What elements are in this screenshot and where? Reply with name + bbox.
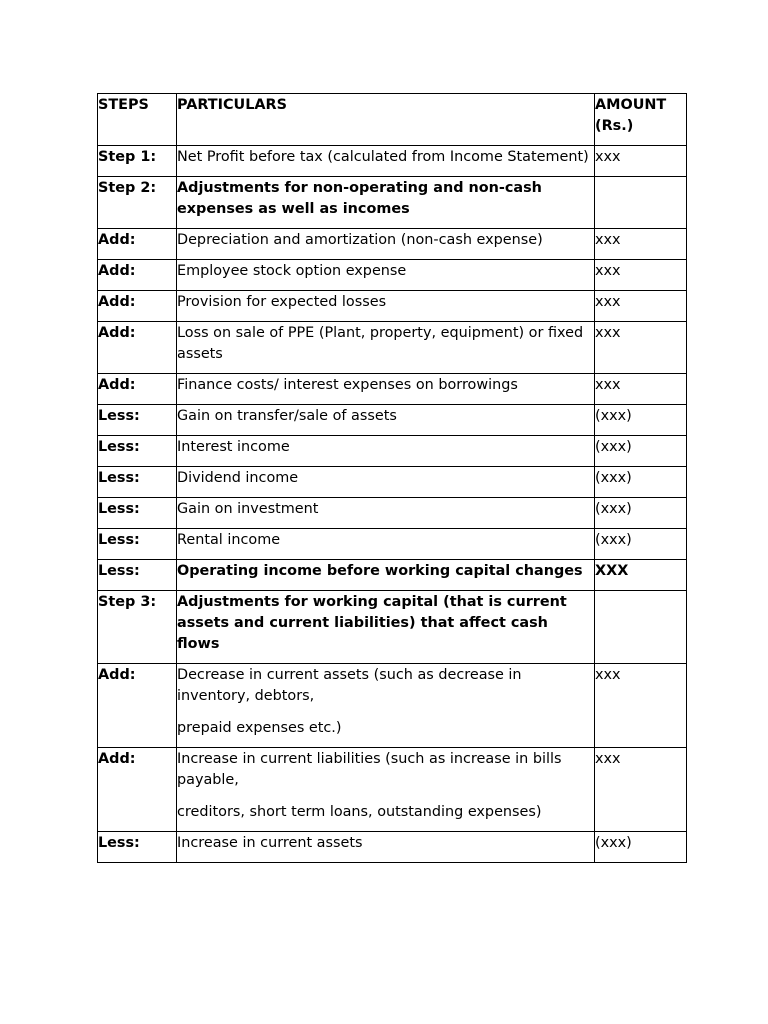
table-row	[98, 146, 687, 177]
row-particulars: Loss on sale of PPE (Plant, property, equipment) or fixed assets	[177, 322, 595, 374]
row-amount: xxx	[595, 374, 687, 405]
row-particulars: Gain on investment	[177, 498, 595, 529]
row-amount: xxx	[595, 229, 687, 260]
table-row	[98, 591, 687, 664]
row-amount: xxx	[595, 291, 687, 322]
row-step: Add:	[98, 374, 177, 405]
row-amount: (xxx)	[595, 529, 687, 560]
row-particulars: Finance costs/ interest expenses on borrowings	[177, 374, 595, 405]
row-amount	[595, 591, 687, 664]
row-particulars: Adjustments for non-operating and non-cash expenses as well as incomes	[177, 177, 595, 229]
row-step: Less:	[98, 436, 177, 467]
row-step: Less:	[98, 832, 177, 863]
row-particulars: Depreciation and amortization (non-cash expense)	[177, 229, 595, 260]
row-particulars: Gain on transfer/sale of assets	[177, 405, 595, 436]
row-step: Step 2:	[98, 177, 177, 229]
row-particulars: Dividend income	[177, 467, 595, 498]
table-row	[98, 177, 687, 229]
row-step: Add:	[98, 291, 177, 322]
row-particulars-cell	[177, 664, 595, 748]
row-step: Add:	[98, 229, 177, 260]
row-amount: xxx	[595, 322, 687, 374]
row-particulars: Net Profit before tax (calculated from Income Statement)	[177, 146, 595, 177]
table-row	[98, 291, 687, 322]
row-amount: (xxx)	[595, 467, 687, 498]
table-row	[98, 560, 687, 591]
row-step: Step 1:	[98, 146, 177, 177]
row-step: Add:	[98, 664, 177, 748]
row-particulars: Increase in current liabilities (such as increase in bills payable,	[177, 751, 562, 788]
table-row	[98, 832, 687, 863]
table-row	[98, 529, 687, 560]
table-row	[98, 664, 687, 748]
row-particulars-continued: creditors, short term loans, outstanding expenses)	[177, 804, 542, 820]
row-step: Add:	[98, 322, 177, 374]
row-particulars-cell	[177, 748, 595, 832]
cash-flow-steps-table	[97, 93, 687, 863]
row-amount: (xxx)	[595, 832, 687, 863]
row-step: Less:	[98, 560, 177, 591]
row-step: Less:	[98, 529, 177, 560]
table-row	[98, 748, 687, 832]
row-amount	[595, 177, 687, 229]
row-amount: xxx	[595, 260, 687, 291]
table-row	[98, 405, 687, 436]
row-amount: xxx	[595, 664, 687, 748]
row-particulars: Employee stock option expense	[177, 260, 595, 291]
table-row	[98, 374, 687, 405]
row-particulars: Increase in current assets	[177, 832, 595, 863]
row-step: Less:	[98, 405, 177, 436]
header-particulars: PARTICULARS	[177, 94, 595, 146]
row-amount: (xxx)	[595, 436, 687, 467]
row-step: Less:	[98, 467, 177, 498]
row-particulars: Provision for expected losses	[177, 291, 595, 322]
row-amount: (xxx)	[595, 498, 687, 529]
table-row	[98, 260, 687, 291]
table-header-row	[98, 94, 687, 146]
row-step: Add:	[98, 260, 177, 291]
header-amount: AMOUNT (Rs.)	[595, 94, 687, 146]
table-row	[98, 436, 687, 467]
row-step: Add:	[98, 748, 177, 832]
row-particulars: Adjustments for working capital (that is current assets and current liabilities) that affect cash flows	[177, 591, 595, 664]
table-row	[98, 467, 687, 498]
table-row	[98, 229, 687, 260]
row-amount: xxx	[595, 748, 687, 832]
row-amount: xxx	[595, 146, 687, 177]
row-amount: XXX	[595, 560, 687, 591]
row-step: Step 3:	[98, 591, 177, 664]
row-amount: (xxx)	[595, 405, 687, 436]
row-particulars: Decrease in current assets (such as decrease in inventory, debtors,	[177, 667, 522, 704]
header-steps: STEPS	[98, 94, 177, 146]
row-particulars: Operating income before working capital changes	[177, 560, 595, 591]
row-step: Less:	[98, 498, 177, 529]
row-particulars-continued: prepaid expenses etc.)	[177, 720, 342, 736]
row-particulars: Interest income	[177, 436, 595, 467]
row-particulars: Rental income	[177, 529, 595, 560]
table-row	[98, 322, 687, 374]
table-row	[98, 498, 687, 529]
